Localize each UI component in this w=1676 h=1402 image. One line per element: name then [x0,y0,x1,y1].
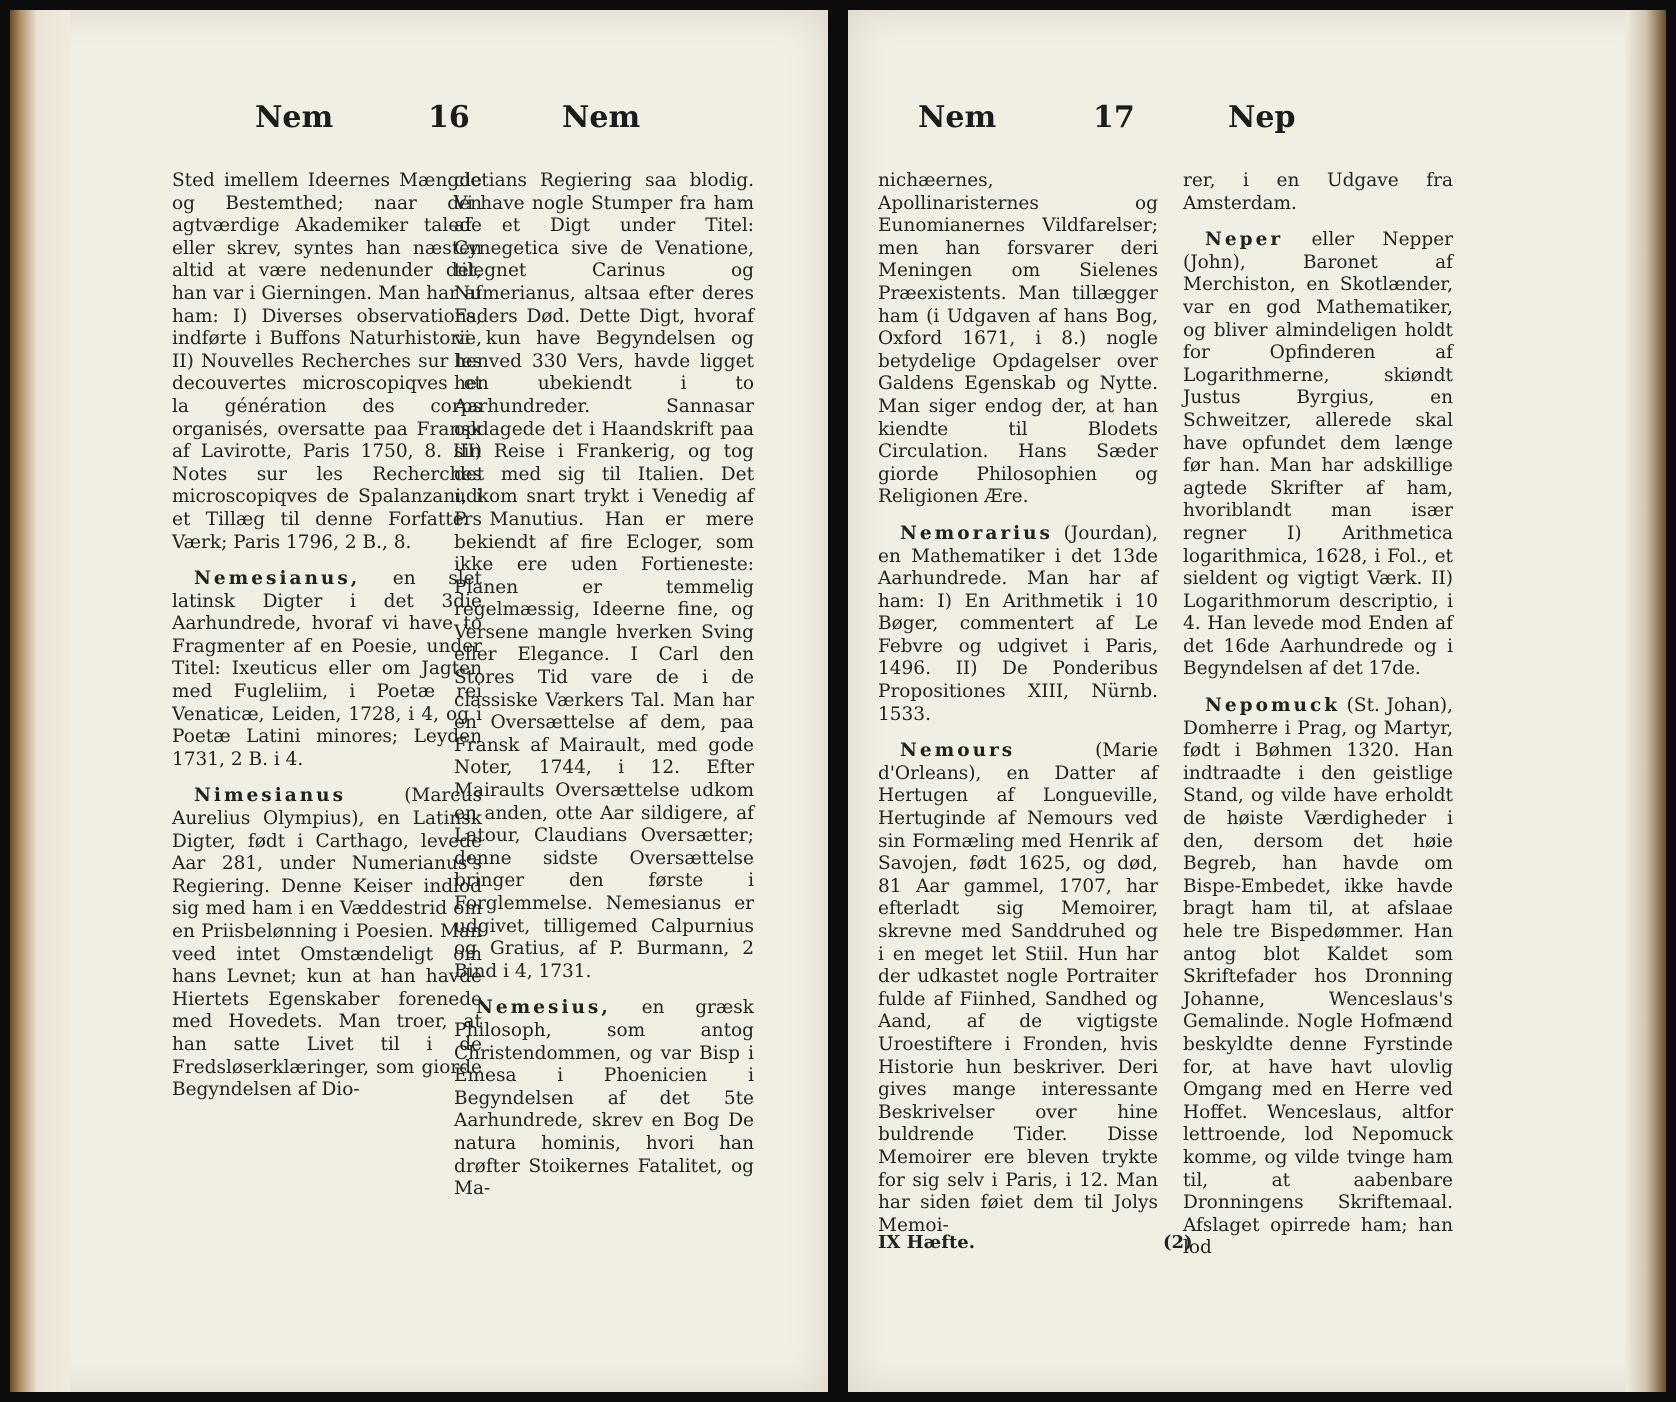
entry-paragraph [1183,695,1453,1260]
signature-mark: IX Hæfte. [878,1232,975,1253]
continued-paragraph [878,170,1158,509]
entry-text: (Marcus Aurelius Olympius), en Latinsk Digter, født i Carthago, levede Aar 281, under Numerianus's Regiering. Denne Keiser indlod sig med ham i en Væddestrid om en Priisbelønning i Poesien. Man veed intet Omstændeligt om hans Levnet; kun at han havde Hiertets Egenskaber forenede med Hovedets. Man troer, at han satte Livet til i de Fredsløserklæringer, som giorde Begyndelsen af Dio- [172,785,482,1101]
sheet-number: (2) [1163,1232,1193,1253]
entry-text: (Jourdan), en Mathematiker i det 13de Aarhundrede. Man har af ham: I) En Arithmetik i 10 Bøger, commentert af Le Febvre og udgivet i Paris, 1496. II) De Ponderibus Propositiones XIII, Nürnb. 1533. [878,522,1158,725]
entry-paragraph [878,523,1158,726]
left-page-column-2 [454,170,754,1215]
left-head-left: Nem [255,100,334,135]
right-head-left: Nem [918,100,997,135]
entry-headword: Neper [1205,229,1284,251]
entry-headword: Nepomuck [1205,695,1341,717]
entry-headword: Nemesianus, [194,568,361,590]
entry-text: nichæernes, Apollinaristernes og Eunomianernes Vildfarelser; men han forsvarer deri Meningen om Sielenes Præexistents. Man tillægger ham (i Udgaven af hans Bog, Oxford 1671, i 8.) nogle betydelige Opdagelser over Galdens Egenskab og Nytte. Man siger endog der, at han kiendte til Blodets Circulation. Hans Sæder giorde Philosophien og Religionen Ære. [878,170,1158,508]
entry-headword: Nimesianus [194,785,347,807]
right-page-number: 17 [1093,100,1135,135]
entry-headword: Nemesius, [476,997,611,1019]
left-head-right: Nem [562,100,641,135]
entry-paragraph [1183,229,1453,681]
right-page-edge [1626,10,1666,1392]
entry-paragraph [454,997,754,1200]
entry-text: eller Nepper (John), Baronet af Merchiston, en Skotlænder, var en god Mathematiker, og bliver almindeligen holdt for Opfinderen af Logarithmerne, skiøndt Justus Byrgius, en Schweitzer, allerede skal have opfundet dem længe før han. Man har adskillige agtede Skrifter af ham, hvoriblandt man især regner I) Arithmetica logarithmica, 1628, i Fol., et sieldent og vigtigt Værk. II) Logarithmorum descriptio, i 4. Han levede mod Enden af det 16de Aarhundrede og i Begyndelsen af det 17de. [1183,229,1453,680]
left-page-number: 16 [428,100,470,135]
entry-headword: Nemorarius [900,522,1053,544]
entry-text: Sted imellem Ideernes Mængde og Bestemthed; naar den agtværdige Akademiker talede eller skrev, syntes han næsten altid at være nedenunder det, han var i Gierningen. Man har af ham: I) Diverses observations, indførte i Buffons Naturhistorie, II) Nouvelles Recherches sur les decouvertes microscopiqves et la génération des corps organisés, oversatte paa Fransk af Lavirotte, Paris 1750, 8. III) Notes sur les Recherches microscopiqves de Spalanzani, i et Tillæg til denne Forfatters Værk; Paris 1796, 2 B., 8. [172,170,482,553]
entry-paragraph [172,785,482,1101]
entry-paragraph [878,740,1158,1237]
entry-paragraph [172,568,482,771]
continued-paragraph [1183,170,1453,215]
entry-text: (St. Johan), Domherre i Prag, og Martyr, født i Bøhmen 1320. Han indtraadte i den geistlige Stand, og vilde have erholdt de høiste Værdigheder i den, dersom det høie Begreb, han havde om Bispe-Embedet, ikke havde bragt ham til, at afslaae hele tre Bispedømmer. Han antog blot Kaldet som Skriftefader hos Dronning Johanne, Wenceslaus's Gemalinde. Nogle Hofmænd beskyldte denne Fyrstinde for, at have havt ulovlig Omgang med en Herre ved Hoffet. Wenceslaus, altfor lettroende, lod Nepomuck komme, og vilde tvinge ham til, at aabenbare Dronningens Skriftemaal. Afslaget opirrede ham; han lod [1183,695,1453,1259]
entry-text: (Marie d'Orleans), en Datter af Hertugen af Longueville, Hertuginde af Nemours ved sin Formæling med Henrik af Savojen, født 1625, og død, 81 Aar gammel, 1707, har efterladt sig Memoirer, skrevne med Sanddruhed og i en meget let Stiil. Hun har der udkastet nogle Portraiter fulde af Fiinhed, Sandhed og Aand, af de vigtigste Uroestiftere i Fronden, hvis Historie hun beskriver. Deri gives mange interessante Beskrivelser over hine buldrende Tider. Disse Memoirer ere bleven trykte for sig selv i Paris, i 12. Man har siden føiet dem til Jolys Memoi- [878,740,1158,1236]
continued-paragraph [172,170,482,554]
left-page-column-1 [172,170,482,1116]
right-running-head [848,100,1666,150]
left-running-head [10,100,828,150]
entry-text: rer, i en Udgave fra Amsterdam. [1183,170,1453,214]
entry-text: cletians Regiering saa blodig. Vi have nogle Stumper fra ham af et Digt under Titel: Cynegetica sive de Venatione, tilegnet Carinus og Numerianus, altsaa efter deres Faders Død. Dette Digt, hvoraf vi kun have Begyndelsen og henved 330 Vers, havde ligget hen ubekiendt i to Aarhundreder. Sannasar opdagede det i Haandskrift paa sin Reise i Frankerig, og tog det med sig til Italien. Det udkom snart trykt i Venedig af P. Manutius. Han er mere bekiendt af fire Ecloger, som ikke ere uden Fortieneste: Planen er temmelig regelmæssig, Ideerne fine, og Versene mangle hverken Sving eller Elegance. I Carl den Stores Tid vare de i de classiske Værkers Tal. Man har en Oversættelse af dem, paa Fransk af Mairault, med gode Noter, 1744, i 12. Efter Mairaults Oversættelse udkom en anden, otte Aar sildigere, af Latour, Claudians Oversætter; denne sidste Oversættelse bringer den første i Forglemmelse. Nemesianus er udgivet, tilligemed Calpurnius og Gratius, af P. Burmann, 2 Bind i 4, 1731. [454,170,754,982]
left-page-edge [10,10,70,1392]
continued-paragraph [454,170,754,983]
left-page [10,10,828,1392]
right-page-column-1 [878,170,1158,1251]
entry-headword: Nemours [900,740,1016,762]
right-head-right: Nep [1228,100,1296,135]
entry-text: en slet latinsk Digter i det 3die Aarhundrede, hvoraf vi have to Fragmenter af en Poesie, under Titel: Ixeuticus eller om Jagten med Fugleliim, i Poetæ rei Venaticæ, Leiden, 1728, i 4, og i Poetæ Latini minores; Leyden 1731, 2 B. i 4. [172,568,482,770]
right-page-column-2 [1183,170,1453,1274]
entry-text: en græsk Philosoph, som antog Christendommen, og var Bisp i Emesa i Phoenicien i Begyndelsen af det 5te Aarhundrede, skrev en Bog De natura hominis, hvori han drøfter Stoikernes Fatalitet, og Ma- [454,997,754,1200]
right-page [848,10,1666,1392]
